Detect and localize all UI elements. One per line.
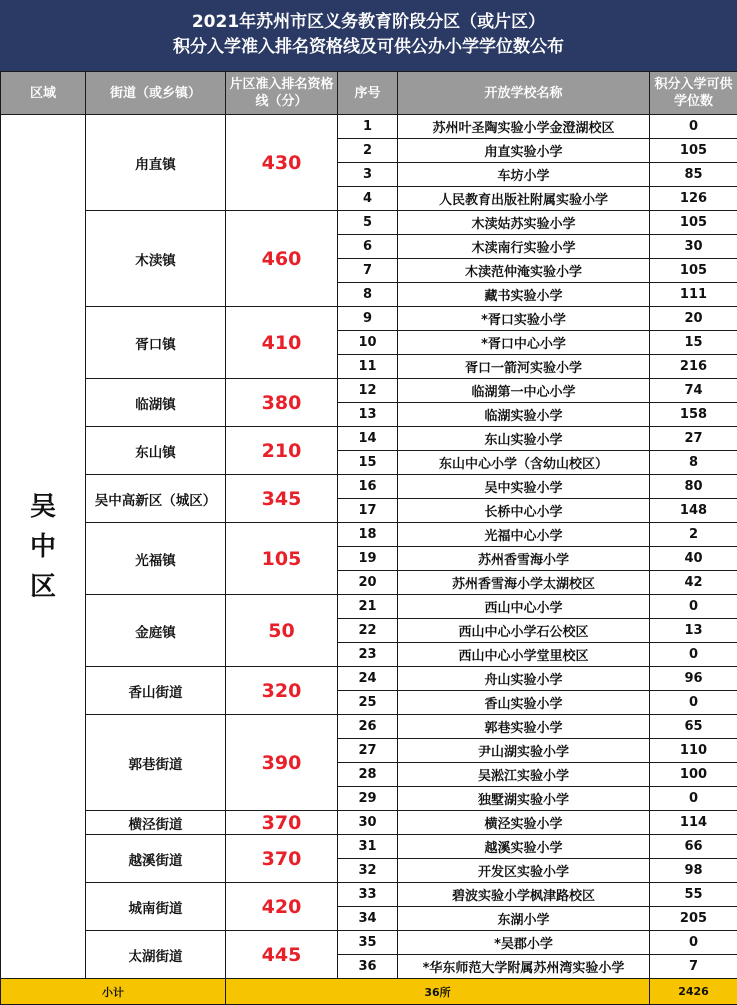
seats-cell: 0 — [650, 691, 737, 715]
school-name: 临湖第一中心小学 — [398, 379, 650, 403]
street-name: 太湖街道 — [86, 931, 226, 979]
score-cell: 210 — [226, 427, 338, 475]
admission-table — [0, 71, 737, 1005]
header-seq: 序号 — [338, 72, 398, 115]
seq-cell: 8 — [338, 283, 398, 307]
table-row — [1, 427, 737, 451]
seats-cell: 98 — [650, 859, 737, 883]
seats-cell: 110 — [650, 739, 737, 763]
school-name: *胥口中心小学 — [398, 331, 650, 355]
seq-cell: 2 — [338, 139, 398, 163]
seq-cell: 16 — [338, 475, 398, 499]
street-name: 木渎镇 — [86, 211, 226, 307]
seats-cell: 105 — [650, 211, 737, 235]
seq-cell: 4 — [338, 187, 398, 211]
seq-cell: 5 — [338, 211, 398, 235]
school-name: 长桥中心小学 — [398, 499, 650, 523]
street-name: 东山镇 — [86, 427, 226, 475]
title-line-2: 积分入学准入排名资格线及可供公办小学学位数公布 — [0, 35, 737, 60]
district-char: 区 — [1, 567, 85, 607]
school-name: 木渎南行实验小学 — [398, 235, 650, 259]
seats-cell: 8 — [650, 451, 737, 475]
seats-cell: 158 — [650, 403, 737, 427]
school-name: 西山中心小学堂里校区 — [398, 643, 650, 667]
table-header-row — [1, 72, 737, 115]
total-label: 小计 — [1, 979, 226, 1005]
street-name: 甪直镇 — [86, 115, 226, 211]
school-name: 西山中心小学石公校区 — [398, 619, 650, 643]
school-name: *华东师范大学附属苏州湾实验小学 — [398, 955, 650, 979]
seq-cell: 9 — [338, 307, 398, 331]
table-row — [1, 811, 737, 835]
school-name: 开发区实验小学 — [398, 859, 650, 883]
seats-cell: 27 — [650, 427, 737, 451]
seq-cell: 17 — [338, 499, 398, 523]
table-row — [1, 379, 737, 403]
district-char: 吴 — [1, 487, 85, 527]
seq-cell: 14 — [338, 427, 398, 451]
seats-cell: 42 — [650, 571, 737, 595]
seats-cell: 30 — [650, 235, 737, 259]
school-name: 独墅湖实验小学 — [398, 787, 650, 811]
score-cell: 445 — [226, 931, 338, 979]
street-name: 金庭镇 — [86, 595, 226, 667]
title-line-1: 2021年苏州市区义务教育阶段分区（或片区） — [0, 10, 737, 35]
document-title — [0, 0, 737, 71]
street-name: 横泾街道 — [86, 811, 226, 835]
seq-cell: 22 — [338, 619, 398, 643]
seats-cell: 0 — [650, 787, 737, 811]
seq-cell: 31 — [338, 835, 398, 859]
school-name: 甪直实验小学 — [398, 139, 650, 163]
school-name: 舟山实验小学 — [398, 667, 650, 691]
table-row — [1, 475, 737, 499]
seq-cell: 3 — [338, 163, 398, 187]
seq-cell: 15 — [338, 451, 398, 475]
header-school: 开放学校名称 — [398, 72, 650, 115]
seats-cell: 15 — [650, 331, 737, 355]
table-row — [1, 931, 737, 955]
school-name: 苏州香雪海小学 — [398, 547, 650, 571]
school-name: 吴淞江实验小学 — [398, 763, 650, 787]
table-row — [1, 211, 737, 235]
score-cell: 105 — [226, 523, 338, 595]
seats-cell: 105 — [650, 139, 737, 163]
header-score: 片区准入排名资格线（分） — [226, 72, 338, 115]
total-school-count: 36所 — [226, 979, 650, 1005]
table-row — [1, 835, 737, 859]
school-name: *吴郡小学 — [398, 931, 650, 955]
street-name: 越溪街道 — [86, 835, 226, 883]
header-region: 区域 — [1, 72, 86, 115]
seats-cell: 100 — [650, 763, 737, 787]
seq-cell: 7 — [338, 259, 398, 283]
district-cell — [1, 115, 86, 979]
seats-cell: 96 — [650, 667, 737, 691]
school-name: 光福中心小学 — [398, 523, 650, 547]
score-cell: 370 — [226, 835, 338, 883]
header-street: 街道（或乡镇） — [86, 72, 226, 115]
seq-cell: 35 — [338, 931, 398, 955]
school-name: 藏书实验小学 — [398, 283, 650, 307]
seq-cell: 12 — [338, 379, 398, 403]
seq-cell: 25 — [338, 691, 398, 715]
seats-cell: 111 — [650, 283, 737, 307]
school-name: 西山中心小学 — [398, 595, 650, 619]
score-cell: 50 — [226, 595, 338, 667]
total-row — [1, 979, 737, 1005]
school-name: 碧波实验小学枫津路校区 — [398, 883, 650, 907]
school-name: 胥口一箭河实验小学 — [398, 355, 650, 379]
score-cell: 370 — [226, 811, 338, 835]
seq-cell: 33 — [338, 883, 398, 907]
school-name: 临湖实验小学 — [398, 403, 650, 427]
seq-cell: 29 — [338, 787, 398, 811]
school-name: 越溪实验小学 — [398, 835, 650, 859]
seq-cell: 24 — [338, 667, 398, 691]
seq-cell: 27 — [338, 739, 398, 763]
street-name: 临湖镇 — [86, 379, 226, 427]
seq-cell: 13 — [338, 403, 398, 427]
school-name: 苏州叶圣陶实验小学金澄湖校区 — [398, 115, 650, 139]
table-row — [1, 883, 737, 907]
school-name: 木渎姑苏实验小学 — [398, 211, 650, 235]
seq-cell: 10 — [338, 331, 398, 355]
seats-cell: 0 — [650, 643, 737, 667]
seats-cell: 85 — [650, 163, 737, 187]
seats-cell: 55 — [650, 883, 737, 907]
score-cell: 420 — [226, 883, 338, 931]
seq-cell: 18 — [338, 523, 398, 547]
seq-cell: 23 — [338, 643, 398, 667]
seats-cell: 2 — [650, 523, 737, 547]
seats-cell: 0 — [650, 115, 737, 139]
district-char: 中 — [1, 527, 85, 567]
street-name: 光福镇 — [86, 523, 226, 595]
table-row — [1, 307, 737, 331]
seats-cell: 7 — [650, 955, 737, 979]
seq-cell: 20 — [338, 571, 398, 595]
school-name: 苏州香雪海小学太湖校区 — [398, 571, 650, 595]
street-name: 胥口镇 — [86, 307, 226, 379]
street-name: 郭巷街道 — [86, 715, 226, 811]
seq-cell: 30 — [338, 811, 398, 835]
seq-cell: 11 — [338, 355, 398, 379]
seats-cell: 20 — [650, 307, 737, 331]
seats-cell: 13 — [650, 619, 737, 643]
school-name: 木渎范仲淹实验小学 — [398, 259, 650, 283]
seq-cell: 28 — [338, 763, 398, 787]
seq-cell: 21 — [338, 595, 398, 619]
score-cell: 430 — [226, 115, 338, 211]
school-name: 东山实验小学 — [398, 427, 650, 451]
score-cell: 460 — [226, 211, 338, 307]
seats-cell: 66 — [650, 835, 737, 859]
school-name: 香山实验小学 — [398, 691, 650, 715]
header-seats: 积分入学可供学位数 — [650, 72, 737, 115]
school-name: 东山中心小学（含幼山校区） — [398, 451, 650, 475]
seats-cell: 40 — [650, 547, 737, 571]
score-cell: 345 — [226, 475, 338, 523]
score-cell: 390 — [226, 715, 338, 811]
seats-cell: 80 — [650, 475, 737, 499]
total-seats: 2426 — [650, 979, 737, 1005]
seq-cell: 36 — [338, 955, 398, 979]
school-name: 郭巷实验小学 — [398, 715, 650, 739]
score-cell: 320 — [226, 667, 338, 715]
seq-cell: 26 — [338, 715, 398, 739]
table-row — [1, 667, 737, 691]
school-name: *胥口实验小学 — [398, 307, 650, 331]
school-name: 人民教育出版社附属实验小学 — [398, 187, 650, 211]
seats-cell: 0 — [650, 931, 737, 955]
school-name: 车坊小学 — [398, 163, 650, 187]
seats-cell: 126 — [650, 187, 737, 211]
school-name: 东湖小学 — [398, 907, 650, 931]
table-row — [1, 523, 737, 547]
seq-cell: 19 — [338, 547, 398, 571]
street-name: 吴中高新区（城区） — [86, 475, 226, 523]
seq-cell: 1 — [338, 115, 398, 139]
seats-cell: 105 — [650, 259, 737, 283]
seats-cell: 74 — [650, 379, 737, 403]
school-name: 尹山湖实验小学 — [398, 739, 650, 763]
score-cell: 380 — [226, 379, 338, 427]
school-name: 吴中实验小学 — [398, 475, 650, 499]
seq-cell: 6 — [338, 235, 398, 259]
seats-cell: 148 — [650, 499, 737, 523]
seats-cell: 205 — [650, 907, 737, 931]
table-row — [1, 595, 737, 619]
seats-cell: 216 — [650, 355, 737, 379]
table-row — [1, 115, 737, 139]
street-name: 城南街道 — [86, 883, 226, 931]
table-row — [1, 715, 737, 739]
score-cell: 410 — [226, 307, 338, 379]
seq-cell: 34 — [338, 907, 398, 931]
seq-cell: 32 — [338, 859, 398, 883]
street-name: 香山街道 — [86, 667, 226, 715]
seats-cell: 0 — [650, 595, 737, 619]
seats-cell: 65 — [650, 715, 737, 739]
seats-cell: 114 — [650, 811, 737, 835]
school-name: 横泾实验小学 — [398, 811, 650, 835]
